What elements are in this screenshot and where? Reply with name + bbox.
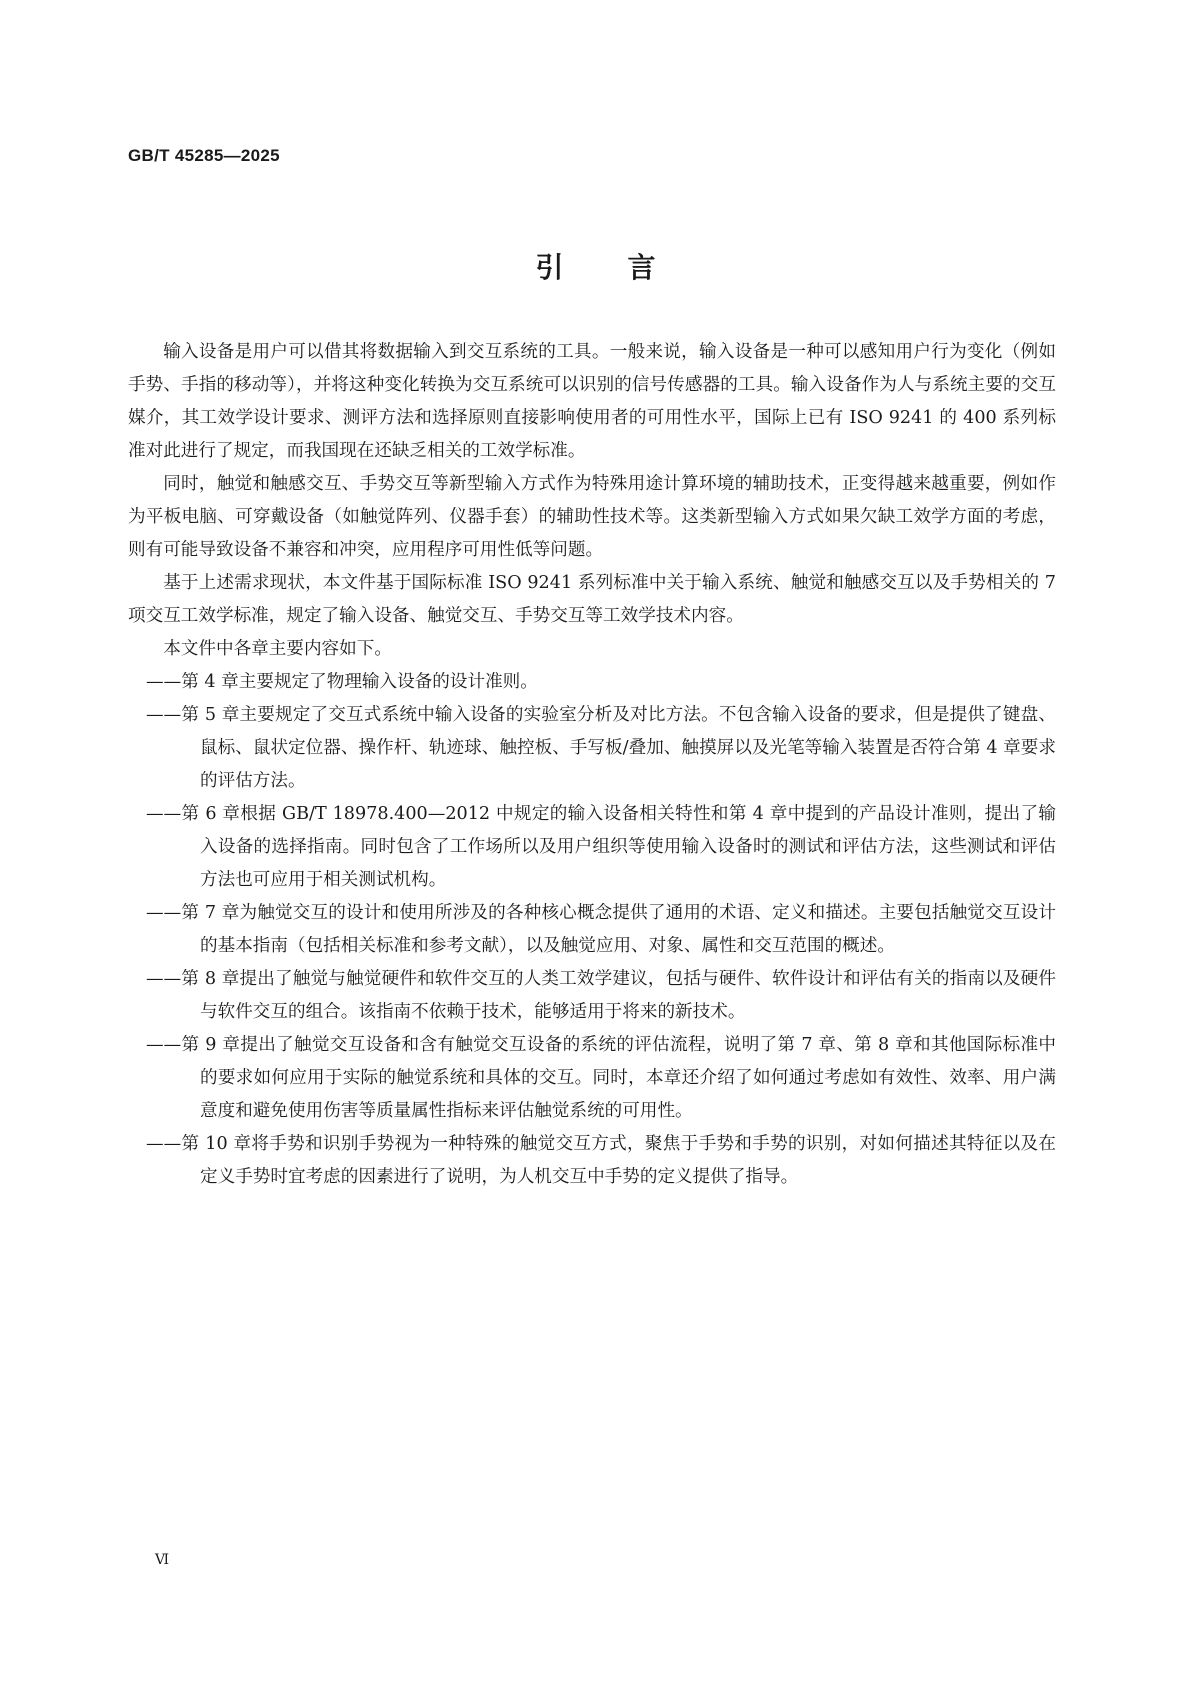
standard-code: GB/T 45285—2025 [128, 146, 280, 165]
paragraph: 同时，触觉和触感交互、手势交互等新型输入方式作为特殊用途计算环境的辅助技术，正变得越来越重要，例如作为平板电脑、可穿戴设备（如触觉阵列、仪器手套）的辅助性技术等。这类新型输入方式如果欠缺工效学方面的考虑，则有可能导致设备不兼容和冲突，应用程序可用性低等问题。 [128, 474, 1056, 560]
chapter-item: ——第 7 章为触觉交互的设计和使用所涉及的各种核心概念提供了通用的术语、定义和描述。主要包括触觉交互设计的基本指南（包括相关标准和参考文献），以及触觉应用、对象、属性和交互范围的概述。 [146, 903, 1056, 956]
chapter-item: ——第 4 章主要规定了物理输入设备的设计准则。 [146, 672, 538, 692]
document-body [128, 336, 1056, 1194]
page-number: Ⅵ [155, 1552, 170, 1568]
page-title: 引言 [535, 251, 720, 284]
paragraph: 基于上述需求现状，本文件基于国际标准 ISO 9241 系列标准中关于输入系统、触觉和触感交互以及手势相关的 7 项交互工效学标准，规定了输入设备、触觉交互、手势交互等工效学技术内容。 [128, 573, 1056, 626]
chapter-item: ——第 9 章提出了触觉交互设备和含有触觉交互设备的系统的评估流程，说明了第 7 章、第 8 章和其他国际标准中的要求如何应用于实际的触觉系统和具体的交互。同时，本章还介绍了如何通过考虑如有效性、效率、用户满意度和避免使用伤害等质量属性指标来评估触觉系统的可用性。 [146, 1035, 1056, 1121]
chapter-item: ——第 6 章根据 GB/T 18978.400—2012 中规定的输入设备相关特性和第 4 章中提到的产品设计准则，提出了输入设备的选择指南。同时包含了工作场所以及用户组织等使用输入设备时的测试和评估方法，这些测试和评估方法也可应用于相关测试机构。 [146, 804, 1056, 890]
paragraph: 本文件中各章主要内容如下。 [163, 639, 392, 659]
chapter-item: ——第 10 章将手势和识别手势视为一种特殊的触觉交互方式，聚焦于手势和手势的识别，对如何描述其特征以及在定义手势时宜考虑的因素进行了说明，为人机交互中手势的定义提供了指导。 [146, 1134, 1056, 1187]
paragraph: 输入设备是用户可以借其将数据输入到交互系统的工具。一般来说，输入设备是一种可以感知用户行为变化（例如手势、手指的移动等），并将这种变化转换为交互系统可以识别的信号传感器的工具。输入设备作为人与系统主要的交互媒介，其工效学设计要求、测评方法和选择原则直接影响使用者的可用性水平，国际上已有 ISO 9241 的 400 系列标准对此进行了规定，而我国现在还缺乏相关的工效学标准。 [128, 342, 1056, 461]
chapter-item: ——第 5 章主要规定了交互式系统中输入设备的实验室分析及对比方法。不包含输入设备的要求，但是提供了键盘、鼠标、鼠状定位器、操作杆、轨迹球、触控板、手写板/叠加、触摸屏以及光笔等输入装置是否符合第 4 章要求的评估方法。 [146, 705, 1056, 791]
chapter-item: ——第 8 章提出了触觉与触觉硬件和软件交互的人类工效学建议，包括与硬件、软件设计和评估有关的指南以及硬件与软件交互的组合。该指南不依赖于技术，能够适用于将来的新技术。 [146, 969, 1056, 1022]
